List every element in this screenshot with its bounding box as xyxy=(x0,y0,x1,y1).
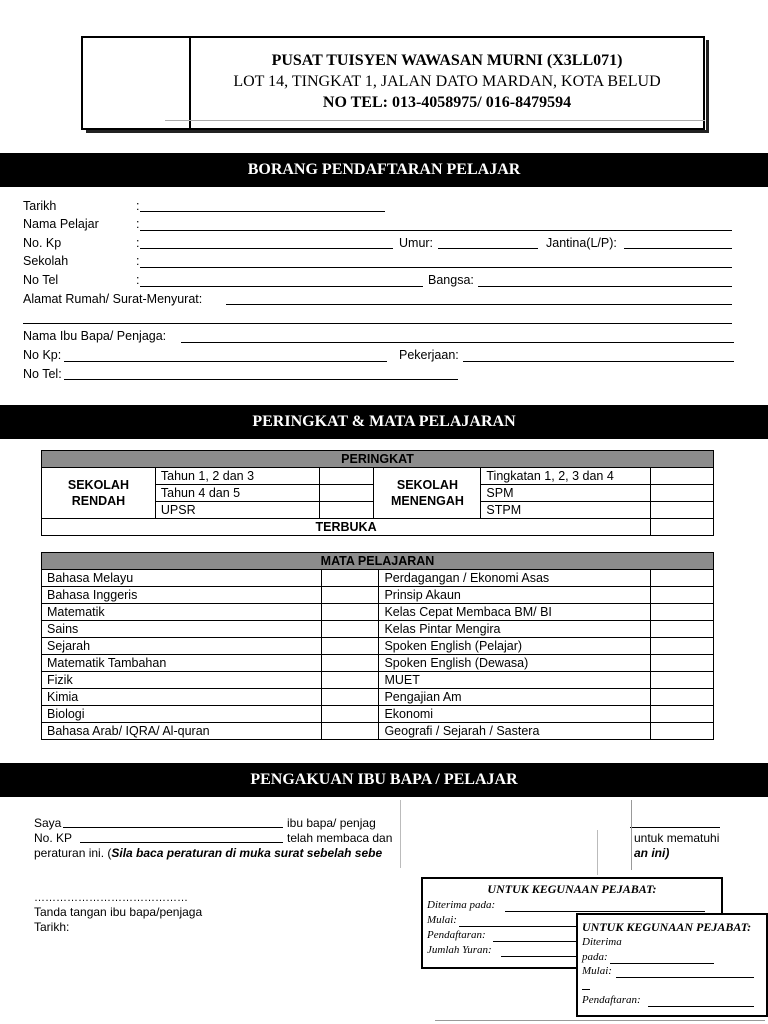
peringkat-table xyxy=(41,450,714,536)
centre-name: PUSAT TUISYEN WAWASAN MURNI (X3LL071) xyxy=(271,52,623,69)
label-pendaftaran: Pendaftaran: xyxy=(427,929,486,941)
section-level-subject-title: PERINGKAT & MATA PELAJARAN xyxy=(0,405,768,439)
subject-name: Kelas Pintar Mengira xyxy=(379,621,651,638)
ack-mematuhi: untuk mematuhi xyxy=(634,831,720,845)
subject-name: Perdagangan / Ekonomi Asas xyxy=(379,570,651,587)
subject-name: Sains xyxy=(42,621,322,638)
subject-checkbox[interactable] xyxy=(651,638,714,655)
field-mulai[interactable] xyxy=(616,977,754,978)
peringkat-checkbox[interactable] xyxy=(651,468,714,485)
field-pekerjaan[interactable] xyxy=(463,361,734,362)
subject-name: Sejarah xyxy=(42,638,322,655)
field-no-kp[interactable] xyxy=(140,248,393,249)
sekolah-menengah-label: SEKOLAH MENENGAH xyxy=(374,468,481,519)
subject-checkbox[interactable] xyxy=(651,570,714,587)
scrap-bottom-edge xyxy=(435,1020,765,1021)
label-pada: pada: xyxy=(582,951,608,963)
peringkat-checkbox[interactable] xyxy=(319,468,374,485)
subject-name: Spoken English (Dewasa) xyxy=(379,655,651,672)
colon: : xyxy=(136,254,140,268)
label-alamat: Alamat Rumah/ Surat-Menyurat: xyxy=(23,292,203,306)
subject-row xyxy=(42,723,714,740)
logo-placeholder xyxy=(83,38,191,128)
header-text xyxy=(191,50,703,113)
ack-saya: Saya xyxy=(34,816,62,830)
label-nama-ibubapa: Nama Ibu Bapa/ Penjaga: xyxy=(23,329,167,343)
subject-row xyxy=(42,604,714,621)
office-box-1-title: UNTUK KEGUNAAN PEJABAT: xyxy=(487,882,657,896)
subject-name: Fizik xyxy=(42,672,322,689)
subject-name: Ekonomi xyxy=(379,706,651,723)
section-acknowledgement-title: PENGAKUAN IBU BAPA / PELAJAR xyxy=(0,763,768,797)
subject-checkbox[interactable] xyxy=(651,689,714,706)
subject-checkbox[interactable] xyxy=(321,570,379,587)
subject-row xyxy=(42,621,714,638)
subject-name: Kimia xyxy=(42,689,322,706)
subject-row xyxy=(42,672,714,689)
sekolah-rendah-label: SEKOLAH RENDAH xyxy=(42,468,156,519)
subject-row xyxy=(42,706,714,723)
label-tarikh: Tarikh xyxy=(23,199,57,213)
subject-checkbox[interactable] xyxy=(321,689,379,706)
label-tarikh-ack: Tarikh: xyxy=(34,920,70,934)
peringkat-option: Tingkatan 1, 2, 3 dan 4 xyxy=(481,468,651,485)
subject-checkbox[interactable] xyxy=(321,706,379,723)
field-diterima[interactable] xyxy=(505,911,705,912)
subject-checkbox[interactable] xyxy=(651,604,714,621)
field-nama-pelajar[interactable] xyxy=(140,230,732,231)
field-dash xyxy=(582,989,590,990)
field-tarikh[interactable] xyxy=(140,211,385,212)
subject-row xyxy=(42,655,714,672)
label-no-kp: No. Kp xyxy=(23,236,62,250)
subject-checkbox[interactable] xyxy=(321,638,379,655)
subject-checkbox[interactable] xyxy=(651,672,714,689)
colon: : xyxy=(136,236,140,250)
subject-checkbox[interactable] xyxy=(651,723,714,740)
subject-name: Geografi / Sejarah / Sastera xyxy=(379,723,651,740)
scrap-edge xyxy=(631,800,632,870)
subject-row xyxy=(42,638,714,655)
subject-checkbox[interactable] xyxy=(651,706,714,723)
subject-name: Matematik Tambahan xyxy=(42,655,322,672)
label-diterima: Diterima pada: xyxy=(427,899,496,911)
subject-row xyxy=(42,587,714,604)
subject-name: Bahasa Arab/ IQRA/ Al-quran xyxy=(42,723,322,740)
signature-dots: …………………………………… xyxy=(34,892,188,904)
subject-row xyxy=(42,570,714,587)
subject-name: Pengajian Am xyxy=(379,689,651,706)
field-no-tel[interactable] xyxy=(140,286,423,287)
scrap-edge xyxy=(400,800,401,868)
subject-row xyxy=(42,689,714,706)
peringkat-checkbox[interactable] xyxy=(319,485,374,502)
subject-name: Bahasa Melayu xyxy=(42,570,322,587)
field-no-kp-penjaga[interactable] xyxy=(80,842,283,843)
subject-checkbox[interactable] xyxy=(321,655,379,672)
colon: : xyxy=(136,273,140,287)
label-no-tel-ibubapa: No Tel: xyxy=(23,367,62,381)
terbuka-label: TERBUKA xyxy=(42,519,651,536)
colon: : xyxy=(136,217,140,231)
field-alamat-1[interactable] xyxy=(226,304,732,305)
field-pendaftaran[interactable] xyxy=(648,1006,754,1007)
subject-checkbox[interactable] xyxy=(651,655,714,672)
label-diterima: Diterima xyxy=(582,936,622,948)
label-jantina: Jantina(L/P): xyxy=(546,236,617,250)
header-box xyxy=(81,36,705,130)
label-no-kp-ibubapa: No Kp: xyxy=(23,348,62,362)
mata-pelajaran-header: MATA PELAJARAN xyxy=(42,553,714,570)
scrap-edge xyxy=(597,830,598,875)
field-mulai[interactable] xyxy=(459,926,579,927)
peringkat-checkbox[interactable] xyxy=(651,519,714,536)
ack-no-kp: No. KP xyxy=(34,831,73,845)
peringkat-option: SPM xyxy=(481,485,651,502)
peringkat-option: Tahun 4 dan 5 xyxy=(155,485,319,502)
subject-checkbox[interactable] xyxy=(321,723,379,740)
label-bangsa: Bangsa: xyxy=(428,273,474,287)
field-no-tel-ibubapa[interactable] xyxy=(64,379,458,380)
label-pendaftaran: Pendaftaran: xyxy=(582,994,641,1006)
subject-checkbox[interactable] xyxy=(321,587,379,604)
field-no-kp-ibubapa[interactable] xyxy=(64,361,387,362)
field-jantina[interactable] xyxy=(624,248,732,249)
subject-checkbox[interactable] xyxy=(651,587,714,604)
label-sekolah: Sekolah xyxy=(23,254,69,268)
subject-name: Prinsip Akaun xyxy=(379,587,651,604)
label-mulai: Mulai: xyxy=(427,914,457,926)
label-no-tel: No Tel xyxy=(23,273,59,287)
subject-checkbox[interactable] xyxy=(321,672,379,689)
field-umur[interactable] xyxy=(438,248,538,249)
section-registration-title: BORANG PENDAFTARAN PELAJAR xyxy=(0,153,768,187)
peringkat-checkbox[interactable] xyxy=(651,502,714,519)
subject-name: MUET xyxy=(379,672,651,689)
subject-name: Kelas Cepat Membaca BM/ BI xyxy=(379,604,651,621)
field-sekolah[interactable] xyxy=(140,267,732,268)
ack-telah: telah membaca dan xyxy=(287,831,393,845)
subject-name: Spoken English (Pelajar) xyxy=(379,638,651,655)
field-alamat-2[interactable] xyxy=(23,323,732,324)
ack-ibu-bapa: ibu bapa/ penjag xyxy=(287,816,376,830)
subject-checkbox[interactable] xyxy=(321,621,379,638)
peringkat-header: PERINGKAT xyxy=(42,451,714,468)
ack-peraturan: peraturan ini. (Sila baca peraturan di muka surat sebelah sebe xyxy=(34,846,383,860)
centre-address: LOT 14, TINGKAT 1, JALAN DATO MARDAN, KOTA BELUD xyxy=(233,73,661,90)
office-box-2-title: UNTUK KEGUNAAN PEJABAT: xyxy=(582,920,752,934)
label-jumlah-yuran: Jumlah Yuran: xyxy=(427,944,492,956)
office-box-2 xyxy=(576,913,768,1017)
colon: : xyxy=(136,199,140,213)
label-tandatangan: Tanda tangan ibu bapa/penjaga xyxy=(34,905,203,919)
field-diterima-pada[interactable] xyxy=(610,963,714,964)
mata-pelajaran-table xyxy=(41,552,714,740)
subject-checkbox[interactable] xyxy=(651,621,714,638)
ack-an-ini: an ini) xyxy=(634,846,670,860)
label-nama-pelajar: Nama Pelajar xyxy=(23,217,99,231)
subject-checkbox[interactable] xyxy=(321,604,379,621)
field-nama-ibubapa[interactable] xyxy=(181,342,734,343)
label-pekerjaan: Pekerjaan: xyxy=(399,348,459,362)
subject-name: Bahasa Inggeris xyxy=(42,587,322,604)
centre-phone: NO TEL: 013-4058975/ 016-8479594 xyxy=(322,94,572,111)
peringkat-checkbox[interactable] xyxy=(651,485,714,502)
field-pendaftaran[interactable] xyxy=(493,941,583,942)
peringkat-option: Tahun 1, 2 dan 3 xyxy=(155,468,319,485)
field-nama-penjaga[interactable] xyxy=(63,827,283,828)
peringkat-checkbox[interactable] xyxy=(319,502,374,519)
peringkat-option: UPSR xyxy=(155,502,319,519)
field-line-right[interactable] xyxy=(630,827,720,828)
field-bangsa[interactable] xyxy=(478,286,732,287)
header-underline xyxy=(165,120,705,121)
field-jumlah-yuran[interactable] xyxy=(501,956,581,957)
label-umur: Umur: xyxy=(399,236,434,250)
label-mulai: Mulai: xyxy=(582,965,612,977)
subject-name: Matematik xyxy=(42,604,322,621)
subject-name: Biologi xyxy=(42,706,322,723)
peringkat-option: STPM xyxy=(481,502,651,519)
